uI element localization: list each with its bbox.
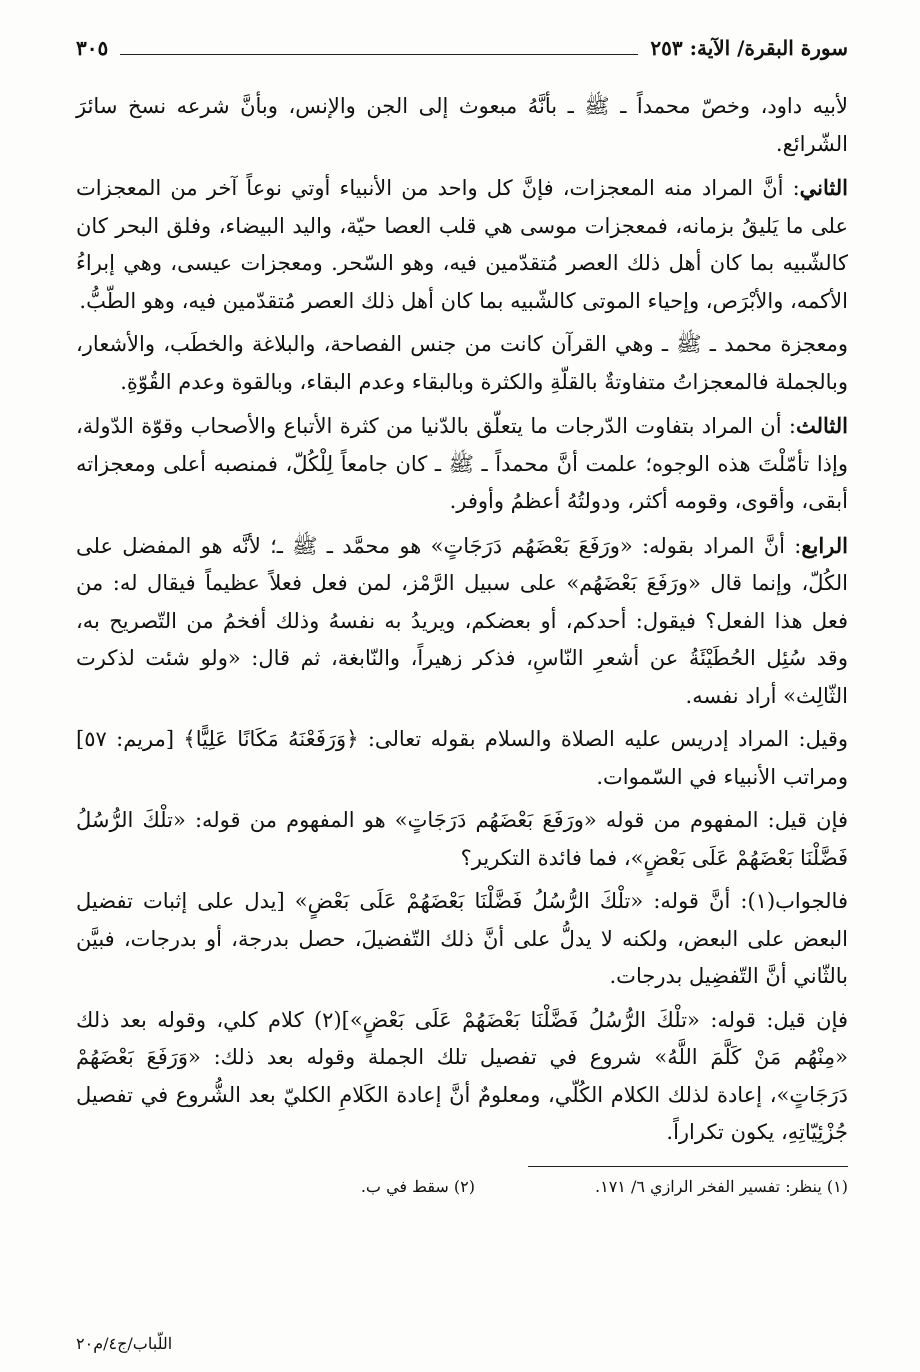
paragraph-text: : أن المراد بتفاوت الدّرجات ما يتعلّق بالدّنيا من كثرة الأتباع والأصحاب وقوّة الدّولة، وإذا تأمّلْتَ هذه الوجوه؛ علمت أنَّ محمداً ـ ﷺ ـ كان جامعاً لِلْكُلّ، فمنصبه أعلى ومعجزاته أبقى، وأقوى، وقومه أكثر، ودولتُهُ أعظمُ وأوفر.: [76, 414, 848, 513]
paragraph-text: فإن قيل: قوله: «تلْكَ الرُّسُلُ فَضَّلْنَا بَعْضَهُمْ عَلَى بَعْضٍ»](٢) كلام كلي، وقوله بعد ذلك «مِنْهُم مَنْ كَلَّمَ اللَّهُ» شروع في تفصيل تلك الجملة وقوله بعد ذلك: «وَرَفَعَ بَعْضَهُمْ دَرَجَاتٍ»، إعادة لذلك الكلام الكُلّي، ومعلومٌ أنَّ إعادة الكَلامِ الكليّ بعد الشُّروع في تفصيل جُزْئِيّاتِهِ، يكون تكراراً.: [76, 1007, 848, 1144]
paragraph: [76, 721, 848, 796]
paragraph-lead: الثالث: [796, 413, 848, 438]
paragraph-lead: الرابع: [801, 532, 848, 558]
paragraph-text: فإن قيل: المفهوم من قوله «ورَفَعَ بَعْضَهُم دَرَجَاتٍ» هو المفهوم من قوله: «تلْكَ الرُّسُلُ فَضَّلْنَا بَعْضَهُمْ عَلَى بَعْضٍ»، فما فائدة التكرير؟: [76, 808, 848, 870]
header-rule: [120, 54, 638, 55]
printer-signature: اللّباب/ج٤/م٢٠: [76, 1334, 173, 1353]
paragraph: [76, 527, 848, 716]
paragraph: [76, 326, 848, 401]
paragraph-text: فالجواب(١): أنَّ قوله: «تلْكَ الرُّسُلُ فَضَّلْنَا بَعْضَهُمْ عَلَى بَعْضٍ» [يدل على إثبات تفضيل البعض على البعض، ولكنه لا يدلُّ على أنَّ ذلك التّفضيلَ، حصل بدرجة، أو بدرجات، فبيَّن بالثّاني أنَّ التّفضِيل بدرجات.: [76, 889, 848, 988]
paragraph-text: وقيل: المراد إدريس عليه الصلاة والسلام بقوله تعالى: ﴿وَرَفَعْنَهُ مَكَانًا عَلِيًّا﴾ [مريم: ٥٧] ومراتب الأنبياء في السّموات.: [76, 727, 848, 789]
footnote-rule: [528, 1166, 848, 1167]
paragraph-text: ومعجزة محمد ـ ﷺ ـ وهي القرآن كانت من جنس الفصاحة، والبلاغة والخطَب، والأشعار، وبالجملة فالمعجزاتُ متفاوتةٌ بالقلّةِ والكثرة وبالبقاء وعدم البقاء، وبالقوة وعدم القُوّةِ.: [76, 332, 848, 394]
paragraph: [76, 802, 848, 877]
paragraph: [76, 169, 848, 320]
body-text: [76, 88, 848, 1152]
paragraph: [76, 883, 848, 996]
paragraph-text: لأبيه داود، وخصّ محمداً ـ ﷺ ـ بأنَّهُ مبعوث إلى الجن والإنس، وبأنَّ شرعه نسخ سائرَ الشّرائع.: [76, 94, 848, 156]
surah-title: سورة البقرة/ الآية: ٢٥٣: [650, 36, 848, 60]
paragraph: [76, 407, 848, 521]
footnote-1: (١) ينظر: تفسير الفخر الرازي ٦/ ١٧١.: [595, 1176, 848, 1196]
page-number: ٣٠٥: [76, 36, 109, 60]
paragraph-text: : أنَّ المراد بقوله: «ورَفَعَ بَعْضَهُم دَرَجَاتٍ» هو محمَّد ـ ﷺ ـ؛ لأنَّه هو المفضل على الكُلّ، وإنما قال «ورَفَعَ بَعْضَهُم» على سبيل الرَّمْز، لمن فعل فعلاً عظيماً فيقال له: من فعل هذا الفعل؟ فيقول: أحدكم، أو بعضكم، ويريدُ به نفسهُ وذلك أفخمُ من التّصريح به، وقد سُئِل الحُطَيْئَةُ عن أشعرِ النّاسِ، فذكر زهيراً، والنّابغة، ثم قال: «ولو شئت لذكرت الثّالِث» أراد نفسه.: [76, 533, 848, 708]
footnotes: [76, 1177, 848, 1196]
running-head: [76, 38, 848, 58]
paragraph-lead: الثاني: [799, 175, 848, 200]
paragraph-text: : أنَّ المراد منه المعجزات، فإنَّ كل واحد من الأنبياء أوتي نوعاً آخر من المعجزات على ما يَليقُ بزمانه، فمعجزات موسى هي قلب العصا حيّة، واليد البيضاء، وفلق البحر كان كالشّبيه بما كان أهل ذلك العصر مُتقدّمين فيه، وهو السّحر. ومعجزات عيسى، وهي إبراءُ الأكمه، والأبْرَص، وإحياء الموتى كالشّبيه بما كان أهل ذلك العصر مُتقدّمين فيه، وهو الطّبُّ.: [76, 176, 848, 313]
paragraph: [76, 1002, 848, 1152]
paragraph: [76, 88, 848, 163]
footnote-2: (٢) سقط في ب.: [360, 1176, 476, 1196]
